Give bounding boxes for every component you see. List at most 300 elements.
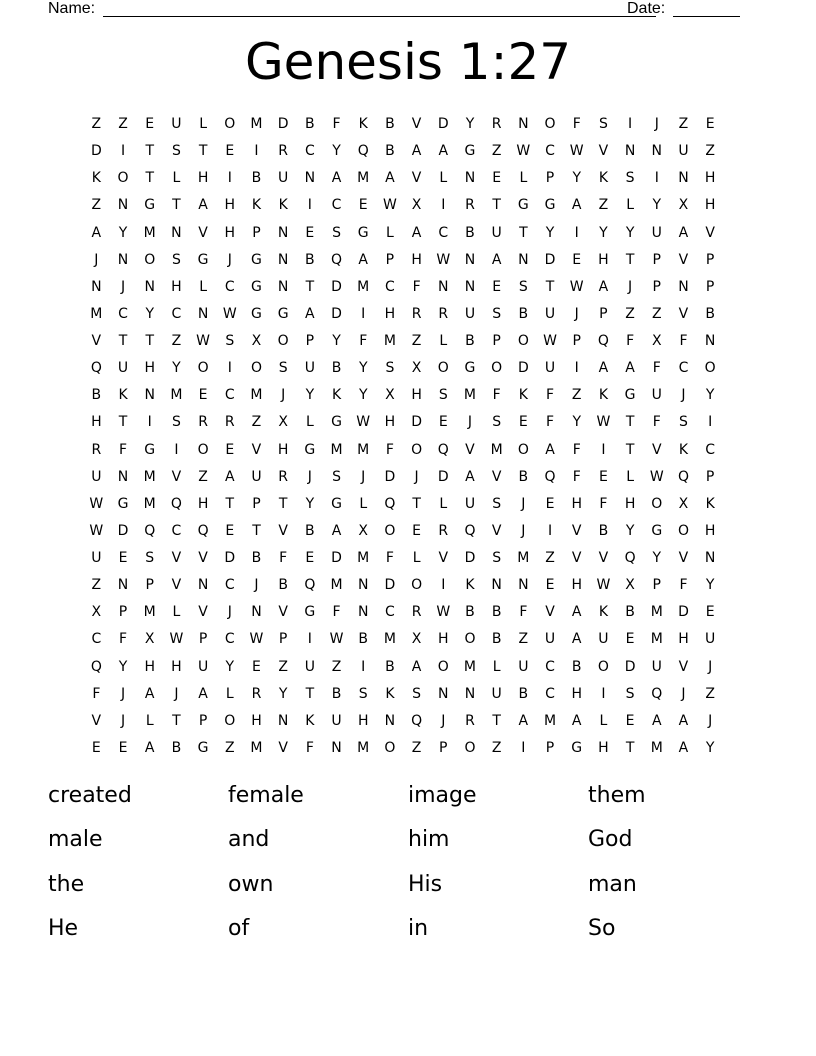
grid-letter[interactable]: Y: [118, 658, 128, 675]
grid-letter[interactable]: N: [518, 577, 529, 594]
grid-letter[interactable]: B: [305, 116, 315, 132]
grid-letter[interactable]: J: [120, 278, 126, 295]
grid-letter[interactable]: F: [385, 550, 394, 566]
grid-letter[interactable]: J: [441, 712, 446, 729]
grid-letter[interactable]: F: [305, 739, 314, 756]
grid-letter[interactable]: H: [598, 739, 609, 756]
grid-letter[interactable]: T: [278, 495, 288, 512]
grid-letter[interactable]: J: [361, 468, 366, 485]
grid-letter[interactable]: S: [492, 414, 502, 431]
grid-letter[interactable]: T: [145, 170, 154, 187]
grid-letter[interactable]: T: [172, 712, 181, 729]
grid-letter[interactable]: I: [601, 685, 606, 702]
grid-letter[interactable]: A: [411, 143, 422, 160]
grid-letter[interactable]: W: [222, 305, 237, 322]
grid-letter[interactable]: Q: [411, 712, 423, 729]
grid-letter[interactable]: W: [356, 414, 371, 431]
grid-letter[interactable]: O: [464, 739, 476, 756]
grid-letter[interactable]: E: [118, 739, 128, 756]
grid-letter[interactable]: A: [598, 360, 609, 377]
grid-letter[interactable]: N: [464, 251, 476, 268]
grid-letter[interactable]: U: [464, 495, 476, 512]
grid-letter[interactable]: F: [546, 387, 555, 404]
grid-letter[interactable]: N: [491, 577, 502, 594]
grid-letter[interactable]: I: [574, 360, 579, 377]
grid-letter[interactable]: S: [145, 550, 155, 566]
grid-letter[interactable]: P: [652, 577, 661, 594]
grid-letter[interactable]: N: [277, 224, 289, 241]
grid-letter[interactable]: O: [651, 495, 663, 512]
grid-letter[interactable]: M: [463, 658, 477, 675]
grid-letter[interactable]: Y: [172, 360, 181, 377]
grid-letter[interactable]: C: [118, 305, 128, 322]
grid-letter[interactable]: J: [654, 116, 659, 132]
grid-letter[interactable]: C: [331, 197, 342, 214]
grid-letter[interactable]: M: [490, 441, 503, 458]
grid-letter[interactable]: V: [411, 170, 422, 187]
grid-letter[interactable]: Z: [571, 387, 582, 404]
grid-letter[interactable]: N: [197, 305, 209, 322]
grid-letter[interactable]: V: [465, 441, 475, 458]
grid-letter[interactable]: B: [331, 685, 342, 702]
grid-letter[interactable]: F: [519, 604, 528, 621]
grid-letter[interactable]: F: [332, 116, 341, 132]
grid-letter[interactable]: D: [437, 116, 449, 132]
grid-letter[interactable]: L: [172, 170, 181, 187]
grid-letter[interactable]: E: [625, 712, 635, 729]
grid-letter[interactable]: X: [411, 197, 422, 214]
grid-letter[interactable]: Z: [171, 333, 182, 349]
grid-letter[interactable]: F: [359, 333, 368, 349]
grid-letter[interactable]: E: [492, 278, 502, 295]
grid-letter[interactable]: F: [679, 333, 688, 349]
grid-letter[interactable]: A: [144, 685, 155, 702]
grid-letter[interactable]: A: [678, 739, 689, 756]
grid-letter[interactable]: F: [119, 631, 128, 648]
grid-letter[interactable]: C: [545, 143, 555, 160]
grid-letter[interactable]: W: [543, 333, 557, 349]
grid-letter[interactable]: R: [465, 197, 475, 214]
grid-letter[interactable]: Q: [331, 251, 343, 268]
grid-letter[interactable]: R: [411, 305, 422, 322]
grid-letter[interactable]: R: [438, 522, 449, 539]
grid-letter[interactable]: A: [331, 522, 342, 539]
grid-letter[interactable]: Q: [597, 333, 609, 349]
grid-letter[interactable]: E: [545, 495, 555, 512]
grid-letter[interactable]: E: [412, 522, 422, 539]
grid-letter[interactable]: F: [119, 441, 128, 458]
grid-letter[interactable]: J: [174, 685, 179, 702]
grid-letter[interactable]: E: [518, 414, 528, 431]
grid-letter[interactable]: H: [197, 170, 209, 187]
grid-letter[interactable]: K: [678, 441, 689, 458]
grid-letter[interactable]: B: [571, 658, 582, 675]
grid-letter[interactable]: N: [304, 170, 316, 187]
grid-letter[interactable]: Y: [332, 333, 341, 349]
grid-letter[interactable]: O: [224, 712, 236, 729]
grid-letter[interactable]: B: [491, 604, 502, 621]
grid-letter[interactable]: O: [411, 577, 423, 594]
grid-letter[interactable]: T: [225, 495, 235, 512]
grid-letter[interactable]: S: [598, 116, 608, 132]
grid-letter[interactable]: F: [572, 468, 581, 485]
grid-letter[interactable]: L: [199, 278, 207, 295]
grid-letter[interactable]: N: [251, 604, 262, 621]
grid-letter[interactable]: W: [382, 197, 397, 214]
grid-letter[interactable]: G: [651, 522, 663, 539]
grid-letter[interactable]: D: [517, 360, 529, 377]
grid-letter[interactable]: Q: [544, 468, 556, 485]
grid-letter[interactable]: O: [437, 360, 449, 377]
grid-letter[interactable]: S: [492, 495, 502, 512]
grid-letter[interactable]: Z: [491, 143, 502, 160]
grid-letter[interactable]: Y: [572, 414, 581, 431]
grid-letter[interactable]: B: [358, 631, 369, 648]
grid-letter[interactable]: F: [385, 441, 394, 458]
grid-letter[interactable]: M: [330, 577, 343, 594]
grid-letter[interactable]: U: [304, 658, 315, 675]
grid-letter[interactable]: H: [411, 251, 422, 268]
grid-letter[interactable]: P: [705, 468, 715, 485]
grid-letter[interactable]: B: [705, 305, 715, 322]
grid-letter[interactable]: L: [386, 224, 394, 241]
grid-letter[interactable]: V: [198, 604, 208, 621]
grid-letter[interactable]: T: [145, 143, 154, 160]
grid-letter[interactable]: C: [224, 631, 235, 648]
grid-letter[interactable]: A: [198, 685, 208, 702]
grid-letter[interactable]: D: [384, 468, 396, 485]
grid-letter[interactable]: O: [411, 441, 423, 458]
grid-letter[interactable]: H: [171, 658, 182, 675]
grid-letter[interactable]: N: [117, 251, 129, 268]
grid-letter[interactable]: M: [250, 739, 263, 756]
grid-letter[interactable]: S: [225, 333, 235, 349]
grid-letter[interactable]: N: [624, 143, 636, 160]
grid-letter[interactable]: A: [571, 197, 582, 214]
grid-letter[interactable]: R: [411, 604, 422, 621]
grid-letter[interactable]: H: [357, 712, 369, 729]
grid-letter[interactable]: B: [331, 360, 342, 377]
grid-letter[interactable]: V: [678, 251, 689, 268]
grid-letter[interactable]: Z: [651, 305, 662, 322]
grid-letter[interactable]: Q: [144, 522, 156, 539]
grid-letter[interactable]: N: [704, 550, 716, 566]
grid-letter[interactable]: X: [678, 495, 689, 512]
grid-letter[interactable]: J: [120, 712, 126, 729]
grid-letter[interactable]: G: [517, 197, 529, 214]
grid-letter[interactable]: U: [91, 468, 102, 485]
grid-letter[interactable]: D: [544, 251, 556, 268]
grid-letter[interactable]: G: [304, 441, 316, 458]
grid-letter[interactable]: K: [465, 577, 475, 594]
grid-letter[interactable]: V: [598, 550, 609, 566]
grid-letter[interactable]: W: [436, 604, 451, 621]
grid-letter[interactable]: I: [441, 197, 446, 214]
grid-letter[interactable]: H: [91, 414, 102, 431]
grid-letter[interactable]: B: [518, 685, 529, 702]
grid-letter[interactable]: Y: [358, 360, 368, 377]
grid-letter[interactable]: O: [597, 658, 609, 675]
grid-letter[interactable]: H: [704, 170, 716, 187]
grid-letter[interactable]: D: [437, 468, 449, 485]
grid-letter[interactable]: N: [518, 116, 529, 132]
grid-letter[interactable]: S: [332, 224, 341, 241]
grid-letter[interactable]: X: [358, 522, 369, 539]
grid-letter[interactable]: Q: [437, 441, 449, 458]
grid-letter[interactable]: X: [411, 360, 422, 377]
grid-letter[interactable]: T: [305, 278, 315, 295]
grid-letter[interactable]: Z: [491, 739, 502, 756]
grid-letter[interactable]: H: [197, 495, 209, 512]
grid-letter[interactable]: T: [492, 712, 501, 729]
grid-letter[interactable]: G: [277, 305, 289, 322]
grid-letter[interactable]: K: [598, 170, 608, 187]
name-field-line[interactable]: [103, 16, 656, 17]
grid-letter[interactable]: O: [197, 441, 209, 458]
grid-letter[interactable]: H: [704, 197, 716, 214]
grid-letter[interactable]: G: [251, 305, 262, 322]
grid-letter[interactable]: A: [678, 224, 689, 241]
grid-letter[interactable]: A: [545, 441, 555, 458]
grid-letter[interactable]: W: [516, 143, 531, 160]
grid-letter[interactable]: I: [307, 197, 312, 214]
grid-letter[interactable]: C: [224, 387, 235, 404]
grid-letter[interactable]: U: [651, 387, 662, 404]
grid-letter[interactable]: E: [705, 604, 715, 621]
grid-letter[interactable]: O: [277, 333, 289, 349]
grid-letter[interactable]: U: [304, 360, 315, 377]
grid-letter[interactable]: G: [464, 143, 476, 160]
grid-letter[interactable]: M: [143, 468, 156, 485]
grid-letter[interactable]: V: [491, 522, 502, 539]
grid-letter[interactable]: S: [332, 468, 341, 485]
grid-letter[interactable]: B: [251, 550, 262, 566]
grid-letter[interactable]: K: [705, 495, 715, 512]
grid-letter[interactable]: B: [251, 170, 262, 187]
grid-letter[interactable]: P: [599, 305, 608, 322]
grid-letter[interactable]: S: [679, 414, 688, 431]
grid-letter[interactable]: N: [518, 251, 529, 268]
grid-letter[interactable]: V: [678, 658, 689, 675]
grid-letter[interactable]: H: [384, 305, 396, 322]
grid-letter[interactable]: B: [465, 224, 475, 241]
grid-letter[interactable]: N: [438, 685, 449, 702]
grid-letter[interactable]: K: [518, 387, 528, 404]
grid-letter[interactable]: R: [278, 468, 289, 485]
grid-letter[interactable]: I: [521, 739, 526, 756]
grid-letter[interactable]: W: [596, 577, 611, 594]
grid-letter[interactable]: J: [281, 387, 286, 404]
grid-letter[interactable]: Q: [90, 658, 102, 675]
grid-letter[interactable]: V: [198, 550, 208, 566]
grid-letter[interactable]: O: [464, 631, 476, 648]
grid-letter[interactable]: W: [169, 631, 184, 648]
grid-letter[interactable]: D: [331, 550, 342, 566]
grid-letter[interactable]: F: [652, 414, 661, 431]
grid-letter[interactable]: K: [118, 387, 128, 404]
grid-letter[interactable]: G: [571, 739, 583, 756]
grid-letter[interactable]: D: [331, 305, 342, 322]
grid-letter[interactable]: J: [94, 251, 99, 268]
grid-letter[interactable]: G: [331, 414, 342, 431]
grid-letter[interactable]: T: [492, 197, 501, 214]
grid-letter[interactable]: P: [439, 739, 448, 756]
grid-letter[interactable]: P: [252, 224, 261, 241]
grid-letter[interactable]: X: [411, 631, 422, 648]
grid-letter[interactable]: N: [464, 170, 476, 187]
grid-letter[interactable]: Y: [465, 116, 475, 132]
grid-letter[interactable]: D: [90, 143, 102, 160]
grid-letter[interactable]: L: [439, 495, 448, 512]
grid-letter[interactable]: I: [227, 360, 232, 377]
grid-letter[interactable]: J: [227, 251, 232, 268]
grid-letter[interactable]: V: [571, 550, 582, 566]
grid-letter[interactable]: J: [254, 577, 259, 594]
grid-letter[interactable]: I: [574, 224, 579, 241]
grid-letter[interactable]: Z: [251, 414, 262, 431]
grid-letter[interactable]: L: [439, 333, 448, 349]
grid-letter[interactable]: F: [626, 333, 635, 349]
grid-letter[interactable]: K: [598, 604, 608, 621]
grid-letter[interactable]: L: [492, 658, 501, 675]
grid-letter[interactable]: A: [598, 278, 609, 295]
grid-letter[interactable]: P: [305, 333, 315, 349]
grid-letter[interactable]: F: [652, 360, 661, 377]
grid-letter[interactable]: Q: [90, 360, 102, 377]
grid-letter[interactable]: E: [118, 550, 128, 566]
grid-letter[interactable]: M: [357, 550, 370, 566]
grid-letter[interactable]: E: [198, 387, 208, 404]
grid-letter[interactable]: L: [599, 712, 608, 729]
grid-letter[interactable]: H: [171, 278, 182, 295]
grid-letter[interactable]: M: [250, 387, 263, 404]
grid-letter[interactable]: M: [650, 604, 663, 621]
grid-letter[interactable]: Y: [625, 224, 635, 241]
grid-letter[interactable]: T: [252, 522, 261, 539]
grid-letter[interactable]: L: [359, 495, 368, 512]
grid-letter[interactable]: E: [598, 468, 608, 485]
grid-letter[interactable]: N: [277, 278, 289, 295]
grid-letter[interactable]: B: [278, 577, 288, 594]
grid-letter[interactable]: A: [678, 712, 689, 729]
grid-letter[interactable]: H: [144, 360, 155, 377]
grid-letter[interactable]: D: [331, 278, 342, 295]
grid-letter[interactable]: L: [199, 116, 207, 132]
grid-letter[interactable]: W: [329, 631, 344, 648]
grid-letter[interactable]: V: [545, 604, 555, 621]
grid-letter[interactable]: T: [305, 685, 315, 702]
grid-letter[interactable]: B: [171, 739, 182, 756]
grid-letter[interactable]: J: [708, 658, 713, 675]
grid-letter[interactable]: B: [385, 116, 395, 132]
grid-letter[interactable]: R: [278, 143, 289, 160]
grid-letter[interactable]: N: [277, 712, 289, 729]
grid-letter[interactable]: Z: [224, 739, 235, 756]
grid-letter[interactable]: H: [224, 224, 236, 241]
grid-letter[interactable]: W: [569, 143, 584, 160]
grid-letter[interactable]: E: [305, 550, 315, 566]
grid-letter[interactable]: E: [545, 577, 555, 594]
grid-letter[interactable]: T: [625, 441, 635, 458]
grid-letter[interactable]: P: [198, 712, 208, 729]
grid-letter[interactable]: F: [599, 495, 608, 512]
grid-letter[interactable]: J: [681, 685, 686, 702]
grid-letter[interactable]: R: [198, 414, 208, 431]
grid-letter[interactable]: M: [90, 305, 103, 322]
grid-letter[interactable]: R: [465, 712, 475, 729]
grid-letter[interactable]: F: [572, 116, 581, 132]
grid-letter[interactable]: V: [571, 522, 582, 539]
grid-letter[interactable]: G: [197, 739, 209, 756]
grid-letter[interactable]: U: [331, 712, 342, 729]
grid-letter[interactable]: U: [544, 360, 556, 377]
grid-letter[interactable]: C: [385, 604, 395, 621]
grid-letter[interactable]: R: [438, 305, 449, 322]
grid-letter[interactable]: A: [224, 468, 235, 485]
grid-letter[interactable]: H: [571, 577, 582, 594]
grid-letter[interactable]: S: [625, 685, 635, 702]
grid-letter[interactable]: G: [197, 251, 209, 268]
grid-letter[interactable]: W: [196, 333, 211, 349]
grid-letter[interactable]: C: [91, 631, 102, 648]
grid-letter[interactable]: M: [330, 441, 343, 458]
grid-letter[interactable]: A: [465, 468, 475, 485]
grid-letter[interactable]: M: [650, 739, 663, 756]
grid-letter[interactable]: C: [705, 441, 716, 458]
grid-letter[interactable]: C: [224, 278, 235, 295]
grid-letter[interactable]: X: [651, 333, 662, 349]
grid-letter[interactable]: G: [624, 387, 636, 404]
grid-letter[interactable]: L: [626, 197, 634, 214]
grid-letter[interactable]: E: [225, 143, 235, 160]
grid-letter[interactable]: U: [651, 658, 662, 675]
grid-letter[interactable]: P: [198, 631, 208, 648]
grid-letter[interactable]: M: [383, 333, 396, 349]
grid-letter[interactable]: Y: [118, 224, 128, 241]
grid-letter[interactable]: R: [251, 685, 262, 702]
grid-letter[interactable]: O: [250, 360, 262, 377]
grid-letter[interactable]: C: [678, 360, 689, 377]
grid-letter[interactable]: B: [385, 658, 395, 675]
grid-letter[interactable]: O: [517, 333, 529, 349]
grid-letter[interactable]: Z: [625, 305, 635, 322]
grid-letter[interactable]: J: [227, 604, 232, 621]
grid-letter[interactable]: A: [385, 170, 395, 187]
grid-letter[interactable]: G: [251, 251, 262, 268]
grid-letter[interactable]: C: [304, 143, 315, 160]
grid-letter[interactable]: H: [624, 495, 636, 512]
grid-letter[interactable]: P: [652, 251, 661, 268]
grid-letter[interactable]: S: [412, 685, 422, 702]
grid-letter[interactable]: I: [120, 143, 126, 160]
grid-letter[interactable]: U: [491, 224, 502, 241]
grid-letter[interactable]: E: [625, 631, 635, 648]
grid-letter[interactable]: Z: [598, 197, 609, 214]
grid-letter[interactable]: Y: [145, 305, 154, 322]
grid-letter[interactable]: V: [171, 550, 182, 566]
grid-letter[interactable]: M: [143, 224, 156, 241]
grid-letter[interactable]: Y: [652, 197, 662, 214]
grid-letter[interactable]: G: [464, 360, 476, 377]
grid-letter[interactable]: N: [678, 170, 689, 187]
grid-letter[interactable]: P: [705, 278, 715, 295]
grid-letter[interactable]: Y: [705, 387, 715, 404]
grid-letter[interactable]: N: [277, 251, 289, 268]
grid-letter[interactable]: S: [278, 360, 288, 377]
grid-letter[interactable]: Z: [198, 468, 208, 485]
grid-letter[interactable]: V: [491, 468, 502, 485]
grid-letter[interactable]: N: [117, 197, 129, 214]
